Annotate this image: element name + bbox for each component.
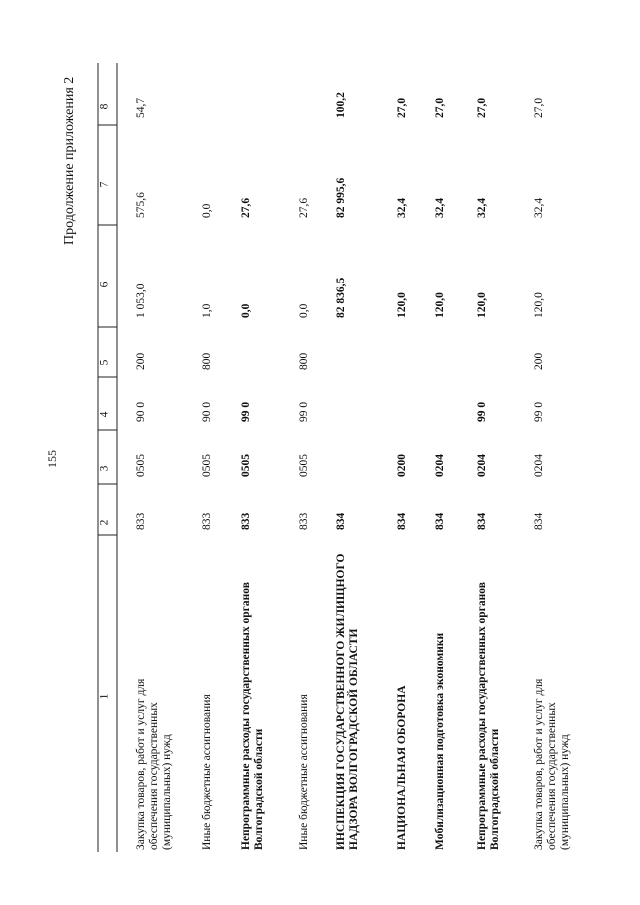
row-c6: 0,0 xyxy=(240,303,252,318)
row-name: Мобилизационная подготовка экономики xyxy=(434,632,446,850)
row-name: Иные бюджетные ассигнования xyxy=(201,694,213,850)
row-c8: 27,0 xyxy=(396,97,408,118)
row-c7: 27,6 xyxy=(298,197,310,218)
header-col-3: 3 xyxy=(98,465,111,472)
header-col-8: 8 xyxy=(98,103,111,110)
row-c6: 82 836,5 xyxy=(335,277,347,318)
row-c2: 833 xyxy=(201,512,213,530)
row-c3: 0505 xyxy=(298,454,310,477)
row-c2: 834 xyxy=(533,512,545,530)
row-c7: 32,4 xyxy=(476,197,488,218)
row-c5: 200 xyxy=(135,352,147,370)
row-name: Непрограммные расходы государственных органов Волгоградской области xyxy=(240,582,265,850)
row-c4: 99 0 xyxy=(240,401,252,422)
row-name: Иные бюджетные ассигнования xyxy=(298,694,310,850)
row-c2: 833 xyxy=(240,512,252,530)
row-c5: 800 xyxy=(298,352,310,370)
row-c3: 0505 xyxy=(240,454,252,477)
row-c7: 32,4 xyxy=(396,197,408,218)
row-name: Непрограммные расходы государственных органов Волгоградской области xyxy=(476,582,501,850)
row-c2: 834 xyxy=(476,512,488,530)
row-c3: 0505 xyxy=(201,454,213,477)
row-c5: 200 xyxy=(533,352,545,370)
row-c4: 90 0 xyxy=(201,401,213,422)
row-c7: 0,0 xyxy=(201,203,213,218)
row-c4: 90 0 xyxy=(135,401,147,422)
row-c8: 27,0 xyxy=(476,97,488,118)
row-c4: 99 0 xyxy=(533,401,545,422)
row-c5: 800 xyxy=(201,352,213,370)
header-col-4: 4 xyxy=(98,411,111,418)
row-c8: 27,0 xyxy=(434,97,446,118)
row-name: Закупка товаров, работ и услуг для обеспечения государственных (муниципальных) нужд xyxy=(533,678,571,850)
row-c7: 82 995,6 xyxy=(335,177,347,218)
continuation-label: Продолжение приложения 2 xyxy=(62,76,77,245)
row-c4: 99 0 xyxy=(298,401,310,422)
row-c6: 120,0 xyxy=(396,292,408,318)
row-c2: 833 xyxy=(298,512,310,530)
row-c6: 1,0 xyxy=(201,303,213,318)
row-c6: 120,0 xyxy=(434,292,446,318)
header-col-7: 7 xyxy=(98,181,111,188)
header-col-5: 5 xyxy=(98,359,111,366)
row-c8: 54,7 xyxy=(135,97,147,118)
row-c8: 100,2 xyxy=(335,92,347,118)
row-name: Закупка товаров, работ и услуг для обеспечения государственных (муниципальных) нужд xyxy=(135,678,173,850)
row-c3: 0204 xyxy=(476,454,488,477)
row-c4: 99 0 xyxy=(476,401,488,422)
row-name: НАЦИОНАЛЬНАЯ ОБОРОНА xyxy=(396,685,408,850)
row-c7: 32,4 xyxy=(434,197,446,218)
row-c2: 833 xyxy=(135,512,147,530)
row-c3: 0204 xyxy=(434,454,446,477)
row-c8: 27,0 xyxy=(533,97,545,118)
row-c7: 27,6 xyxy=(240,197,252,218)
row-c6: 1 053,0 xyxy=(135,283,147,318)
row-c7: 32,4 xyxy=(533,197,545,218)
row-c6: 0,0 xyxy=(298,303,310,318)
header-col-2: 2 xyxy=(98,519,111,526)
row-c3: 0204 xyxy=(533,454,545,477)
row-name: ИНСПЕКЦИЯ ГОСУДАРСТВЕННОГО ЖИЛИЩНОГО НАДЗОРА ВОЛГОГРАДСКОЙ ОБЛАСТИ xyxy=(335,553,360,850)
row-c3: 0200 xyxy=(396,454,408,477)
row-c7: 575,6 xyxy=(135,192,147,218)
row-c6: 120,0 xyxy=(476,292,488,318)
row-c3: 0505 xyxy=(135,454,147,477)
row-c2: 834 xyxy=(335,512,347,530)
header-col-1: 1 xyxy=(98,693,111,700)
row-c6: 120,0 xyxy=(533,292,545,318)
header-col-6: 6 xyxy=(98,281,111,288)
page-number: 155 xyxy=(45,450,59,468)
row-c2: 834 xyxy=(434,512,446,530)
row-c2: 834 xyxy=(396,512,408,530)
